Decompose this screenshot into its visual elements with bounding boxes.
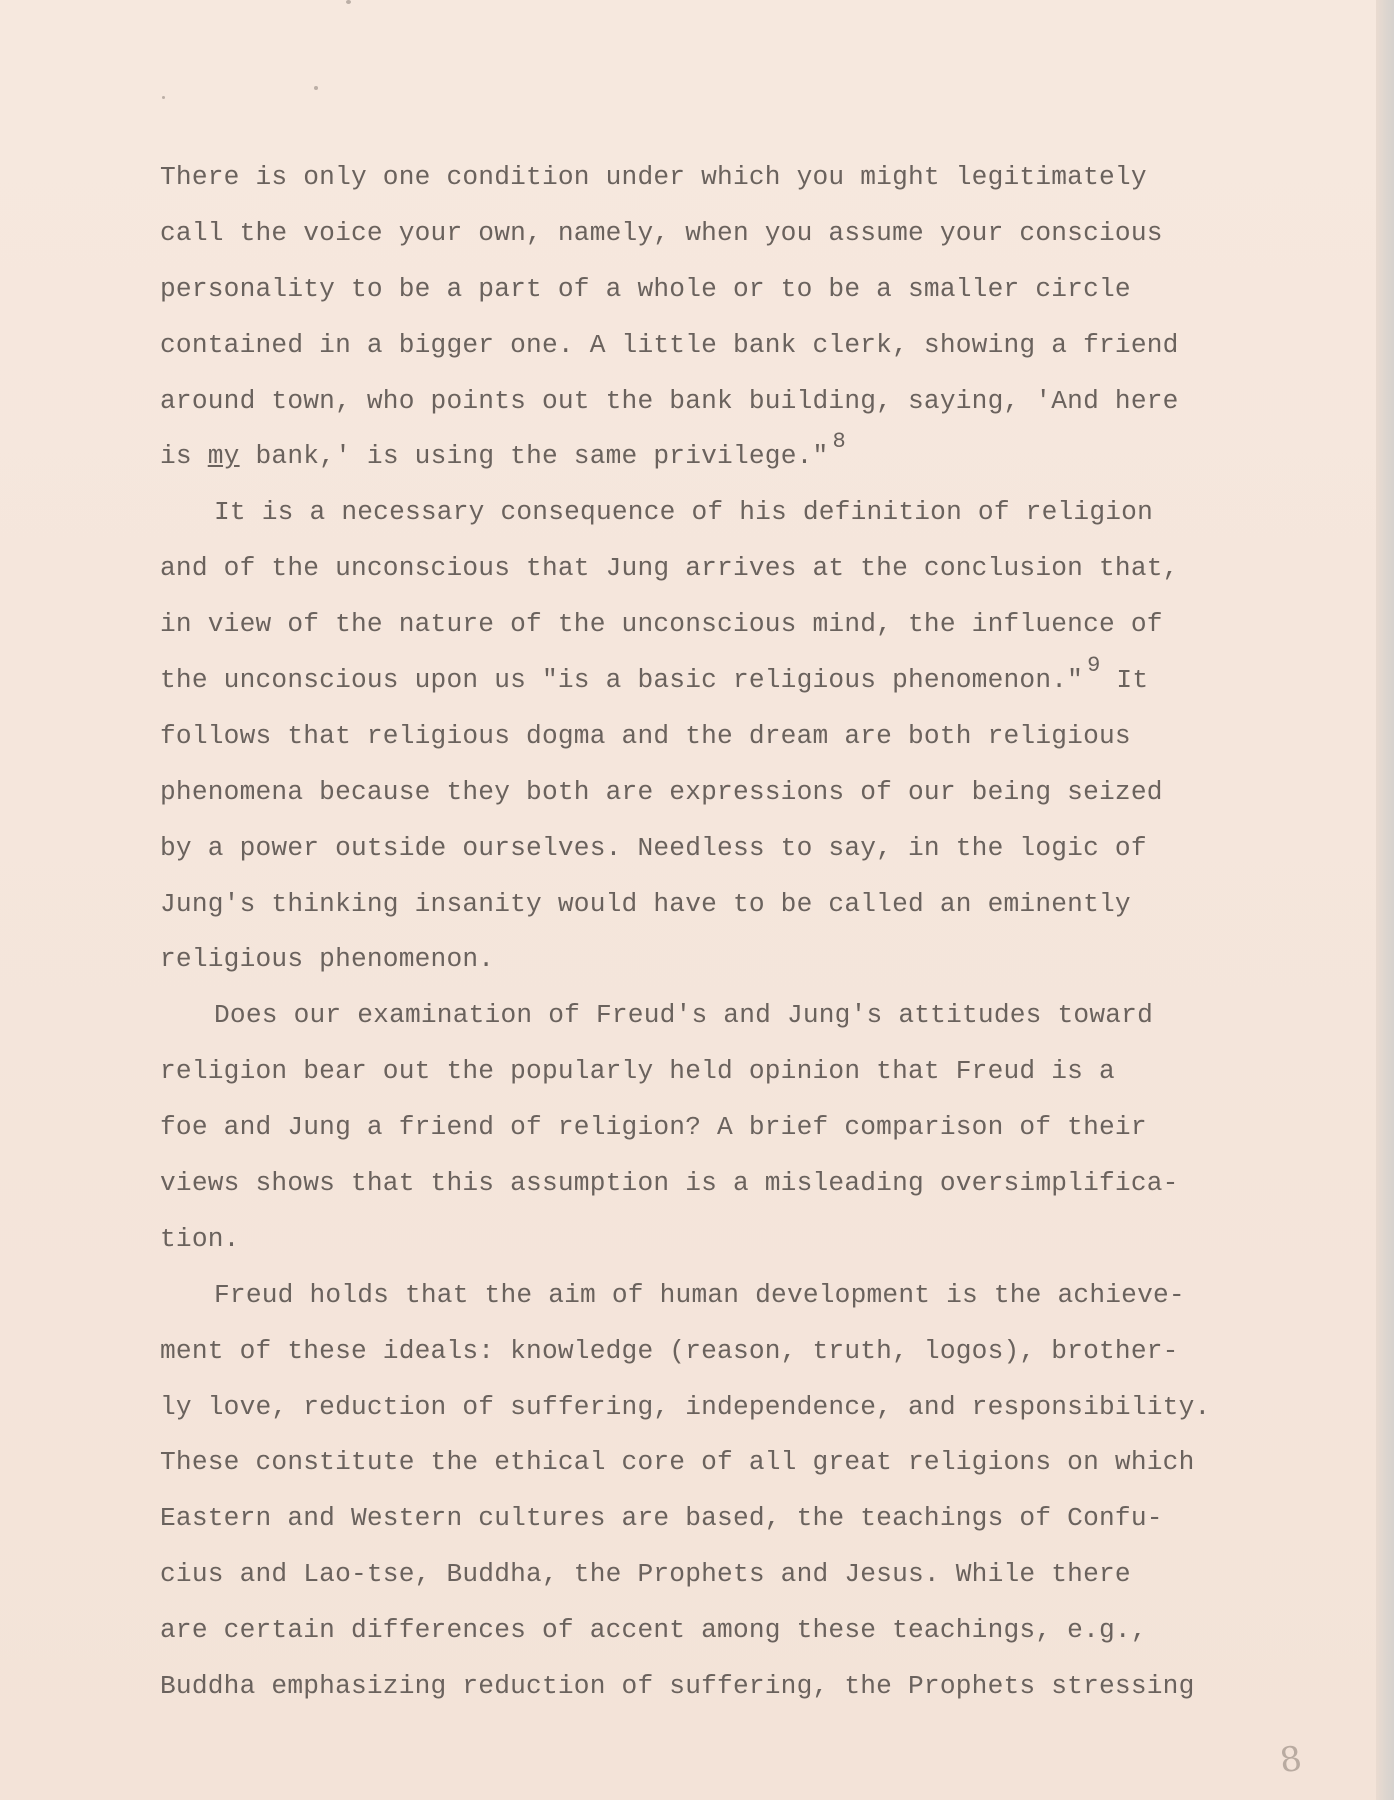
text-line: phenomena because they both are expressions of our being seized [160, 776, 1163, 807]
body-text [160, 150, 1290, 1715]
text-segment: bank,' is using the same privilege." [239, 441, 829, 472]
paper-speck [346, 0, 351, 4]
text-line: Eastern and Western cultures are based, the teachings of Confu- [160, 1503, 1163, 1534]
text-line: There is only one condition under which you might legitimately [160, 162, 1147, 192]
text-line: views shows that this assumption is a misleading oversimplifica- [160, 1168, 1179, 1199]
text-line: ly love, reduction of suffering, independence, and responsibility. [160, 1391, 1211, 1422]
footnote-marker: 9 [1087, 653, 1101, 679]
text-line: personality to be a part of a whole or to be a smaller circle [160, 273, 1131, 304]
text-line: in view of the nature of the unconscious mind, the influence of [160, 609, 1163, 640]
text-line: call the voice your own, namely, when you assume your conscious [160, 217, 1163, 248]
text-line: by a power outside ourselves. Needless to say, in the logic of [160, 832, 1147, 863]
page-number: 8 [1277, 1738, 1305, 1782]
underlined-word: my [207, 441, 240, 472]
paper-speck [314, 86, 318, 90]
paper-speck [162, 96, 165, 99]
text-line [160, 653, 1290, 709]
text-segment: It [1116, 665, 1149, 696]
text-line: tion. [160, 1223, 240, 1254]
text-segment: is [160, 441, 208, 472]
text-line: Buddha emphasizing reduction of suffering, the Prophets stressing [160, 1671, 1195, 1702]
text-line: contained in a bigger one. A little bank clerk, showing a friend [160, 329, 1179, 360]
text-line: Does our examination of Freud's and Jung's attitudes toward [214, 1000, 1153, 1031]
text-line: Jung's thinking insanity would have to be called an eminently [160, 888, 1131, 919]
text-line: and of the unconscious that Jung arrives at the conclusion that, [160, 553, 1179, 584]
text-line: religion bear out the popularly held opinion that Freud is a [160, 1056, 1115, 1087]
page-edge [1376, 0, 1394, 1800]
text-line: are certain differences of accent among these teachings, e.g., [160, 1615, 1147, 1646]
text-segment: the unconscious upon us "is a basic religious phenomenon." [160, 665, 1084, 696]
text-line: Freud holds that the aim of human development is the achieve- [214, 1279, 1185, 1310]
text-line: follows that religious dogma and the dream are both religious [160, 720, 1131, 751]
text-line: foe and Jung a friend of religion? A brief comparison of their [160, 1112, 1147, 1143]
footnote-marker: 8 [832, 429, 846, 455]
text-line: around town, who points out the bank building, saying, 'And here [160, 385, 1179, 416]
text-line: It is a necessary consequence of his definition of religion [214, 497, 1153, 528]
text-line: These constitute the ethical core of all great religions on which [160, 1447, 1195, 1478]
text-line: ment of these ideals: knowledge (reason, truth, logos), brother- [160, 1335, 1179, 1366]
text-line: cius and Lao-tse, Buddha, the Prophets and Jesus. While there [160, 1559, 1131, 1590]
text-line: religious phenomenon. [160, 944, 495, 975]
text-line [160, 429, 1290, 485]
